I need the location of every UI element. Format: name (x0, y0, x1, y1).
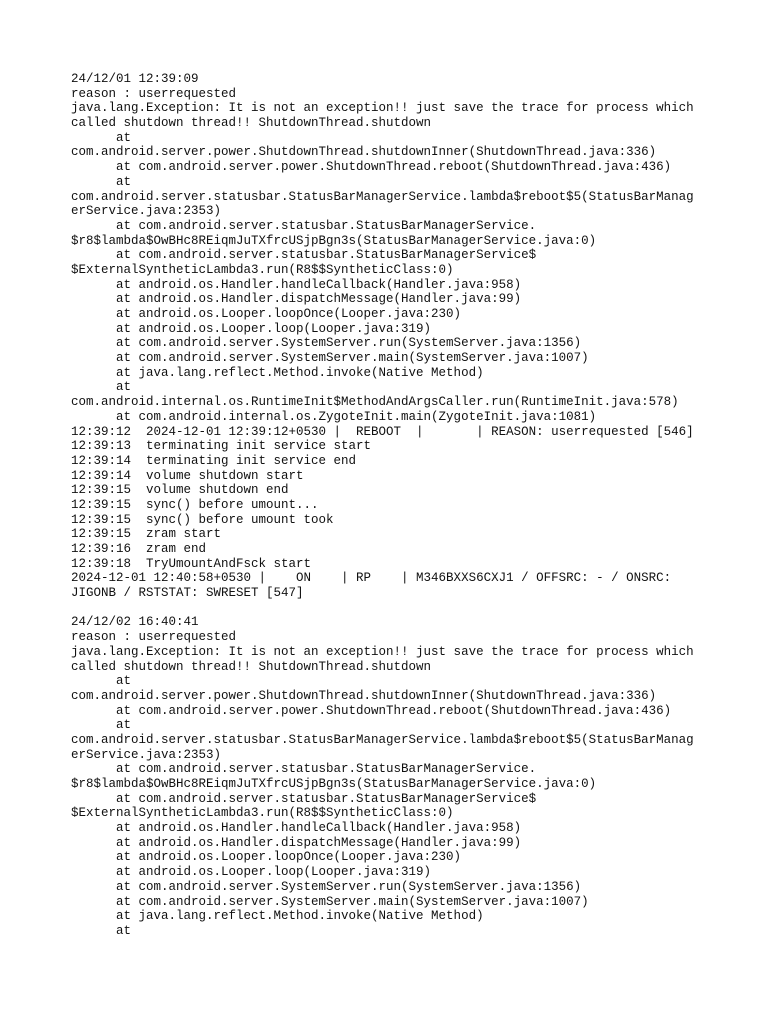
log-line: com.android.server.power.ShutdownThread.shutdownInner(ShutdownThread.java:336) (71, 145, 657, 160)
log-line: at android.os.Looper.loopOnce(Looper.java:230) (71, 850, 462, 865)
log-line: 2024-12-01 12:40:58+0530 | ON | RP | M346BXXS6CXJ1 / OFFSRC: - / ONSRC: (71, 571, 672, 586)
log-line: called shutdown thread!! ShutdownThread.shutdown (71, 659, 432, 674)
log-line: 12:39:13 terminating init service start (71, 439, 372, 454)
log-line: 12:39:15 sync() before umount took (71, 512, 334, 527)
log-line: java.lang.Exception: It is not an exception!! just save the trace for process which (71, 101, 694, 116)
log-line: 12:39:12 2024-12-01 12:39:12+0530 | REBOOT | | REASON: userrequested [546] (71, 424, 694, 439)
log-line: reason : userrequested (71, 630, 237, 645)
log-line: 12:39:15 volume shutdown end (71, 483, 289, 498)
log-line: 12:39:14 volume shutdown start (71, 468, 304, 483)
log-line: at com.android.server.power.ShutdownThread.reboot(ShutdownThread.java:436) (71, 703, 672, 718)
log-line: called shutdown thread!! ShutdownThread.shutdown (71, 116, 432, 131)
log-line: at com.android.server.SystemServer.main(SystemServer.java:1007) (71, 351, 589, 366)
log-line: at com.android.server.SystemServer.run(SystemServer.java:1356) (71, 879, 582, 894)
log-line: at com.android.server.statusbar.StatusBarManagerService$ (71, 248, 537, 263)
log-line: at android.os.Looper.loop(Looper.java:319) (71, 865, 432, 880)
blank-line (71, 601, 711, 616)
log-line: 24/12/02 16:40:41 (71, 615, 199, 630)
log-line: at (71, 674, 132, 689)
log-line: at android.os.Handler.dispatchMessage(Handler.java:99) (71, 835, 522, 850)
log-line: at com.android.server.statusbar.StatusBarManagerService. (71, 218, 537, 233)
log-line: at android.os.Looper.loopOnce(Looper.java:230) (71, 307, 462, 321)
log-line: at android.os.Handler.handleCallback(Handler.java:958) (71, 821, 522, 836)
log-line: at com.android.server.power.ShutdownThread.reboot(ShutdownThread.java:436) (71, 160, 672, 175)
log-line: $r8$lambda$OwBHc8REiqmJuTXfrcUSjpBgn3s(StatusBarManagerService.java:0) (71, 777, 597, 791)
log-line: $ExternalSyntheticLambda3.run(R8$$SyntheticClass:0) (71, 806, 454, 821)
log-line: erService.java:2353) (71, 204, 222, 219)
log-line: at (71, 718, 132, 733)
log-line: 12:39:18 TryUmountAndFsck start (71, 556, 312, 571)
log-line: at java.lang.reflect.Method.invoke(Native Method) (71, 365, 484, 380)
log-line: reason : userrequested (71, 86, 237, 101)
log-line: at android.os.Looper.loop(Looper.java:319) (71, 321, 432, 336)
log-line: at android.os.Handler.dispatchMessage(Handler.java:99) (71, 292, 522, 307)
log-line: 12:39:14 terminating init service end (71, 453, 357, 468)
log-line: erService.java:2353) (71, 747, 222, 762)
log-line: at (71, 130, 132, 145)
log-line: at android.os.Handler.handleCallback(Handler.java:958) (71, 277, 522, 292)
log-line: 24/12/01 12:39:09 (71, 72, 199, 86)
log-line: com.android.internal.os.RuntimeInit$MethodAndArgsCaller.run(RuntimeInit.java:578) (71, 395, 679, 410)
log-line: 12:39:16 zram end (71, 542, 207, 556)
log-line: at com.android.server.SystemServer.run(SystemServer.java:1356) (71, 336, 582, 351)
log-line: at com.android.server.statusbar.StatusBarManagerService$ (71, 791, 537, 806)
log-line: com.android.server.statusbar.StatusBarManagerService.lambda$reboot$5(StatusBarManag (71, 732, 694, 747)
log-line: at com.android.server.SystemServer.main(SystemServer.java:1007) (71, 894, 589, 909)
log-document (71, 72, 711, 939)
log-line: JIGONB / RSTSTAT: SWRESET [547] (71, 586, 304, 601)
log-line: at com.android.internal.os.ZygoteInit.main(ZygoteInit.java:1081) (71, 409, 597, 424)
log-line: 12:39:15 zram start (71, 527, 222, 542)
log-line: com.android.server.statusbar.StatusBarManagerService.lambda$reboot$5(StatusBarManag (71, 189, 694, 204)
log-line: java.lang.Exception: It is not an exception!! just save the trace for process which (71, 644, 694, 659)
log-line: at java.lang.reflect.Method.invoke(Native Method) (71, 909, 484, 924)
log-line: $r8$lambda$OwBHc8REiqmJuTXfrcUSjpBgn3s(StatusBarManagerService.java:0) (71, 233, 597, 248)
log-line: 12:39:15 sync() before umount... (71, 497, 319, 512)
log-line: $ExternalSyntheticLambda3.run(R8$$SyntheticClass:0) (71, 262, 454, 277)
log-line: at (71, 174, 132, 189)
log-line: at com.android.server.statusbar.StatusBarManagerService. (71, 762, 537, 777)
log-line: at (71, 923, 132, 938)
log-line: at (71, 380, 132, 395)
log-line: com.android.server.power.ShutdownThread.shutdownInner(ShutdownThread.java:336) (71, 688, 657, 703)
